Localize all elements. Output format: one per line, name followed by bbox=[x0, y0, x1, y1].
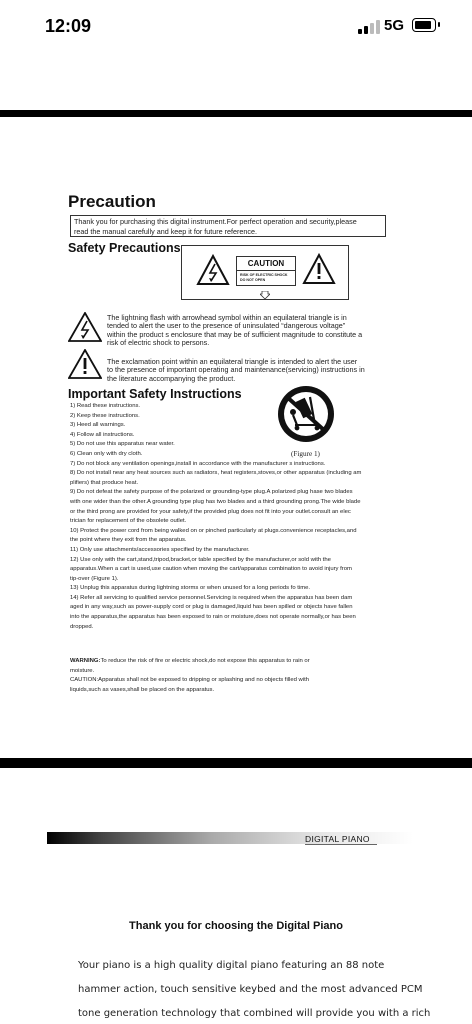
caution-sub-line: RISK OF ELECTRIC SHOCK bbox=[240, 273, 288, 277]
lightning-note bbox=[107, 314, 407, 347]
instruction-line: apparatus.When a cart is used,use caution when moving the cart/apparatus combination to avoid injury from bbox=[70, 566, 352, 573]
instruction-line: 13) Unplug this apparatus during lightning storms or when unused for a long periods fo time. bbox=[70, 585, 311, 592]
intro-line: read the manual carefully and keep it for future reference. bbox=[74, 227, 257, 236]
note-line: The exclamation point within an equilateral triangle is intended to alert the user bbox=[107, 357, 358, 366]
intro-paragraph bbox=[78, 954, 431, 1024]
caution-label: CAUTION bbox=[237, 259, 295, 271]
instruction-line: tip-over (Figure 1). bbox=[70, 575, 119, 582]
warning-line: liquids,such as vases,shall be placed on the apparatus. bbox=[70, 686, 215, 693]
caution-sign bbox=[236, 256, 296, 286]
document-page-1[interactable] bbox=[5, 117, 467, 758]
note-line: to the presence of important operating and maintenance(servicing) instructions in bbox=[107, 365, 365, 375]
instruction-line: 2) Keep these instructions. bbox=[70, 412, 140, 419]
warning-line: CAUTION:Apparatus shall not be exposed to dripping or splashing and no objects filled with bbox=[70, 677, 310, 684]
body-line: Your piano is a high quality digital piano featuring an 88 note bbox=[78, 960, 385, 971]
instruction-line: into the apparatus,the apparatus has been exposed to rain or moisture,does not operate normally,or has been bbox=[70, 614, 356, 621]
page-separator bbox=[0, 110, 472, 117]
warning-text: To reduce the risk of fire or electric shock,do not expose this apparatus to rain or bbox=[100, 658, 310, 664]
instruction-line: 12) Use only with the cart,stand,tripod,bracket,or table specified by the manufacturer,or sold with the bbox=[70, 556, 331, 563]
instruction-line: 11) Only use attachments/accessories specified by the manufacturer. bbox=[70, 546, 250, 553]
instruction-line: 9) Do not defeat the safety purpose of the polarized or grounding-type plug.A polarized plug hase two blades bbox=[70, 489, 353, 496]
note-line: The lightning flash with arrowhead symbol within an equilateral triangle is in bbox=[107, 313, 347, 322]
instruction-line: or the third prong are provided for your safety,if the provided plug does not fit into your outlet.consult an elec bbox=[70, 508, 351, 515]
body-line: tone generation technology that combined will provide you with a rich bbox=[78, 1008, 431, 1019]
caution-subtext bbox=[240, 273, 288, 282]
clock: 12:09 bbox=[45, 16, 92, 36]
instruction-line: trician for replacement of the obsolete outlet. bbox=[70, 518, 187, 525]
warning-block bbox=[70, 657, 400, 695]
exclamation-warning-icon bbox=[68, 349, 102, 379]
exclamation-warning-icon bbox=[302, 253, 336, 285]
instruction-line: 14) Refer all servicing to qualified service personnel.Servicing is required when the apparatus has been dam bbox=[70, 594, 353, 601]
lightning-warning-icon bbox=[196, 254, 230, 286]
instruction-line: the point where they exit from the apparatus. bbox=[70, 537, 187, 544]
note-line: tended to alert the user to the presence of uninsulated “dangerous voltage” bbox=[107, 321, 346, 331]
battery-icon bbox=[412, 18, 436, 32]
instruction-line: aged in any way,such as power-supply cord or plug is damaged,liquid has been spilled or objects have fallen bbox=[70, 604, 353, 611]
note-line: risk of electric shock to persons. bbox=[107, 337, 210, 347]
page-separator bbox=[0, 758, 472, 768]
header-underline bbox=[305, 844, 377, 845]
body-line: hammer action, touch sensitive keybed and the most advanced PCM bbox=[78, 984, 423, 995]
page-title: Thank you for choosing the Digital Piano bbox=[129, 920, 343, 932]
arrow-down-icon bbox=[260, 291, 270, 299]
intro-line: Thank you for purchasing this digital instrument.For perfect operation and security,please bbox=[74, 217, 357, 226]
figure-caption: (Figure 1) bbox=[291, 450, 320, 458]
instruction-line: 10) Protect the power cord from being walked on or pinched particularly at plugs.convenience receptacles,and bbox=[70, 527, 357, 534]
instruction-line: 6) Clean only with dry cloth. bbox=[70, 450, 143, 457]
safety-precautions-heading: Safety Precautions bbox=[68, 241, 181, 255]
instruction-line: 3) Heed all warnings. bbox=[70, 422, 126, 429]
instruction-line: plifiers) that produce heat. bbox=[70, 479, 139, 486]
lightning-warning-icon bbox=[68, 312, 102, 342]
caution-sub-line: DO NOT OPEN bbox=[240, 277, 266, 282]
document-page-2[interactable] bbox=[5, 768, 467, 1024]
instruction-line: 5) Do not use this apparatus near water. bbox=[70, 441, 175, 448]
instruction-line: 7) Do not block any ventilation openings,install in accordance with the manufacturer s instructions. bbox=[70, 460, 326, 467]
instruction-line: 1) Read these instructions. bbox=[70, 403, 141, 409]
instruction-line: with one wider than the other.A grounding type plug has two blades and a third grounding prong.The wide blade bbox=[70, 498, 361, 505]
network-type: 5G bbox=[384, 17, 405, 34]
caution-label-box bbox=[181, 245, 349, 300]
warning-line bbox=[70, 657, 400, 667]
intro-box bbox=[70, 215, 386, 237]
warning-label: WARNING: bbox=[70, 658, 101, 664]
warning-line: moisture. bbox=[70, 667, 95, 674]
status-bar bbox=[0, 0, 472, 54]
instruction-line: dropped. bbox=[70, 623, 94, 630]
instructions-list bbox=[70, 402, 400, 632]
cellular-signal-icon bbox=[358, 20, 380, 34]
instruction-line: 4) Follow all instructions. bbox=[70, 431, 135, 438]
note-line: the literature accompanying the product. bbox=[107, 373, 236, 383]
page-title: Precaution bbox=[68, 192, 156, 211]
instruction-line: 8) Do not install near any heat sources such as radiators, heat registers,stoves,or other apparatus (including am bbox=[70, 470, 362, 477]
exclamation-note bbox=[107, 358, 407, 383]
header-label: DIGITAL PIANO bbox=[305, 834, 370, 844]
note-line: within the product s enclosure that may be of sufficient magnitude to constitute a bbox=[107, 329, 363, 339]
important-safety-heading: Important Safety Instructions bbox=[68, 387, 242, 401]
